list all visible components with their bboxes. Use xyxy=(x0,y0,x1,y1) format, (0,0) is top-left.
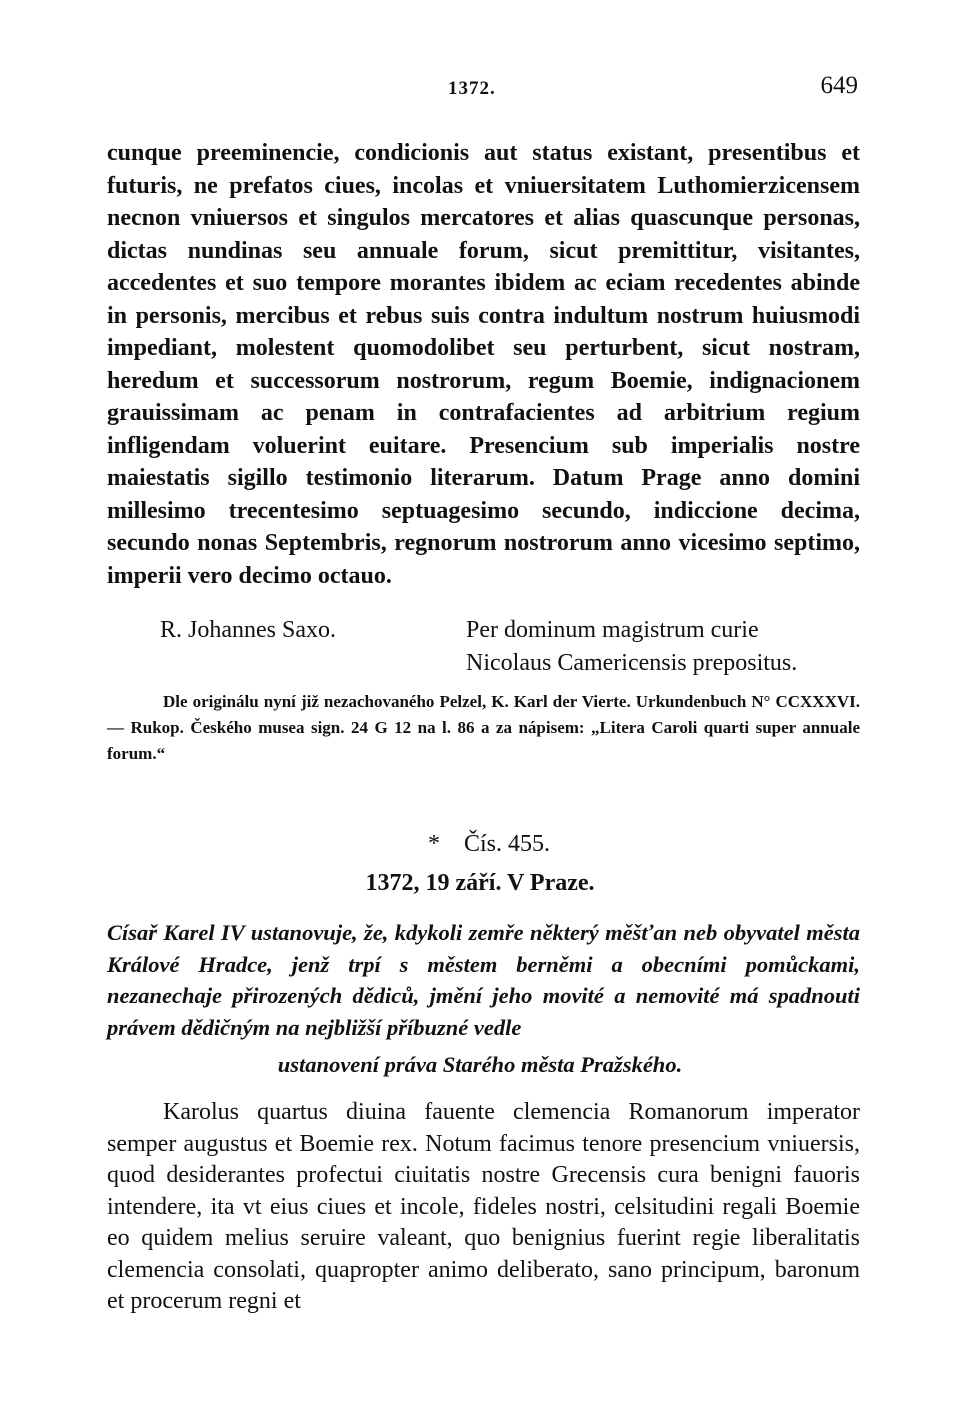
signature-authority xyxy=(466,614,797,679)
previous-document-text: cunque preeminencie, condicionis aut status existant, presentibus et futuris, ne prefatos ciues, incolas et vniuersitatem Luthomierzicensem necnon vniuersos et singulos mercatores et alias quascunque personas, dictas nundinas seu annuale forum, sicut premittitur, visitantes, accedentes et suo tempore morantes ibidem ac eciam recedentes abinde in personis, mercibus et rebus suis contra indultum nostrum huiusmodi impediant, molestent quomodolibet seu perturbent, sicut nostram, heredum et successorum nostrorum, regum Boemie, indignacionem grauissimam ac penam in contrafacientes ad arbitrium regium infligendam voluerint euitare. Presencium sub imperialis nostre maiestatis sigillo testimonio literarum. Datum Prage anno domini millesimo trecentesimo septuagesimo secundo, indiccione decima, secundo nonas Septembris, regnorum nostrorum anno vicesimo septimo, imperii vero decimo octauo. xyxy=(107,140,860,589)
document-summary: Císař Karel IV ustanovuje, že, kdykoli zemře některý měšťan neb obyvatel města Králové Hradce, jenž trpí s městem berněmi a obecními pomůckami, nezanechaje přirozených dědiců, jmění jeho movité a nemovité má spadnouti právem dědičným na nejbližší příbuzné vedle xyxy=(107,920,860,1040)
document-summary-last-line: ustanovení práva Starého města Pražského. xyxy=(277,1052,683,1077)
signature-authority-line1: Per dominum magistrum curie xyxy=(466,617,759,643)
signature-scribe: R. Johannes Saxo. xyxy=(160,617,336,643)
header-year: 1372. xyxy=(448,78,496,99)
page-number: 649 xyxy=(820,72,858,99)
document-number xyxy=(0,831,960,858)
running-header xyxy=(0,72,960,112)
signatures xyxy=(160,614,860,678)
document-number-label: Čís. 455. xyxy=(463,831,550,857)
document-number-marker: * xyxy=(427,831,440,857)
document-date-place: 1372, 19 září. V Praze. xyxy=(365,870,595,896)
source-note: Dle originálu nyní již nezachovaného Pelzel, K. Karl der Vierte. Urkundenbuch N° CCXXXVI. — Rukop. Českého musea sign. 24 G 12 na l. 86 a za nápisem: „Litera Caroli quarti super annuale forum.“ xyxy=(107,692,860,763)
signature-authority-line2: Nicolaus Camericensis prepositus. xyxy=(466,649,798,676)
charter-text: Karolus quartus diuina fauente clemencia Romanorum imperator semper augustus et Boemie rex. Notum facimus tenore presencium vniuersis, quod desiderantes profectui ciuitatis nostre Grecensis cura benigni fauoris intendere, ita vt eius ciues et incole, fideles nostri, celsitudini regali Boemie eo quidem melius seruire valeant, quo benignius fuerint regie liberalitatis clemencia consolati, quapropter animo deliberato, sano principum, baronum et procerum regni et xyxy=(107,1099,860,1314)
